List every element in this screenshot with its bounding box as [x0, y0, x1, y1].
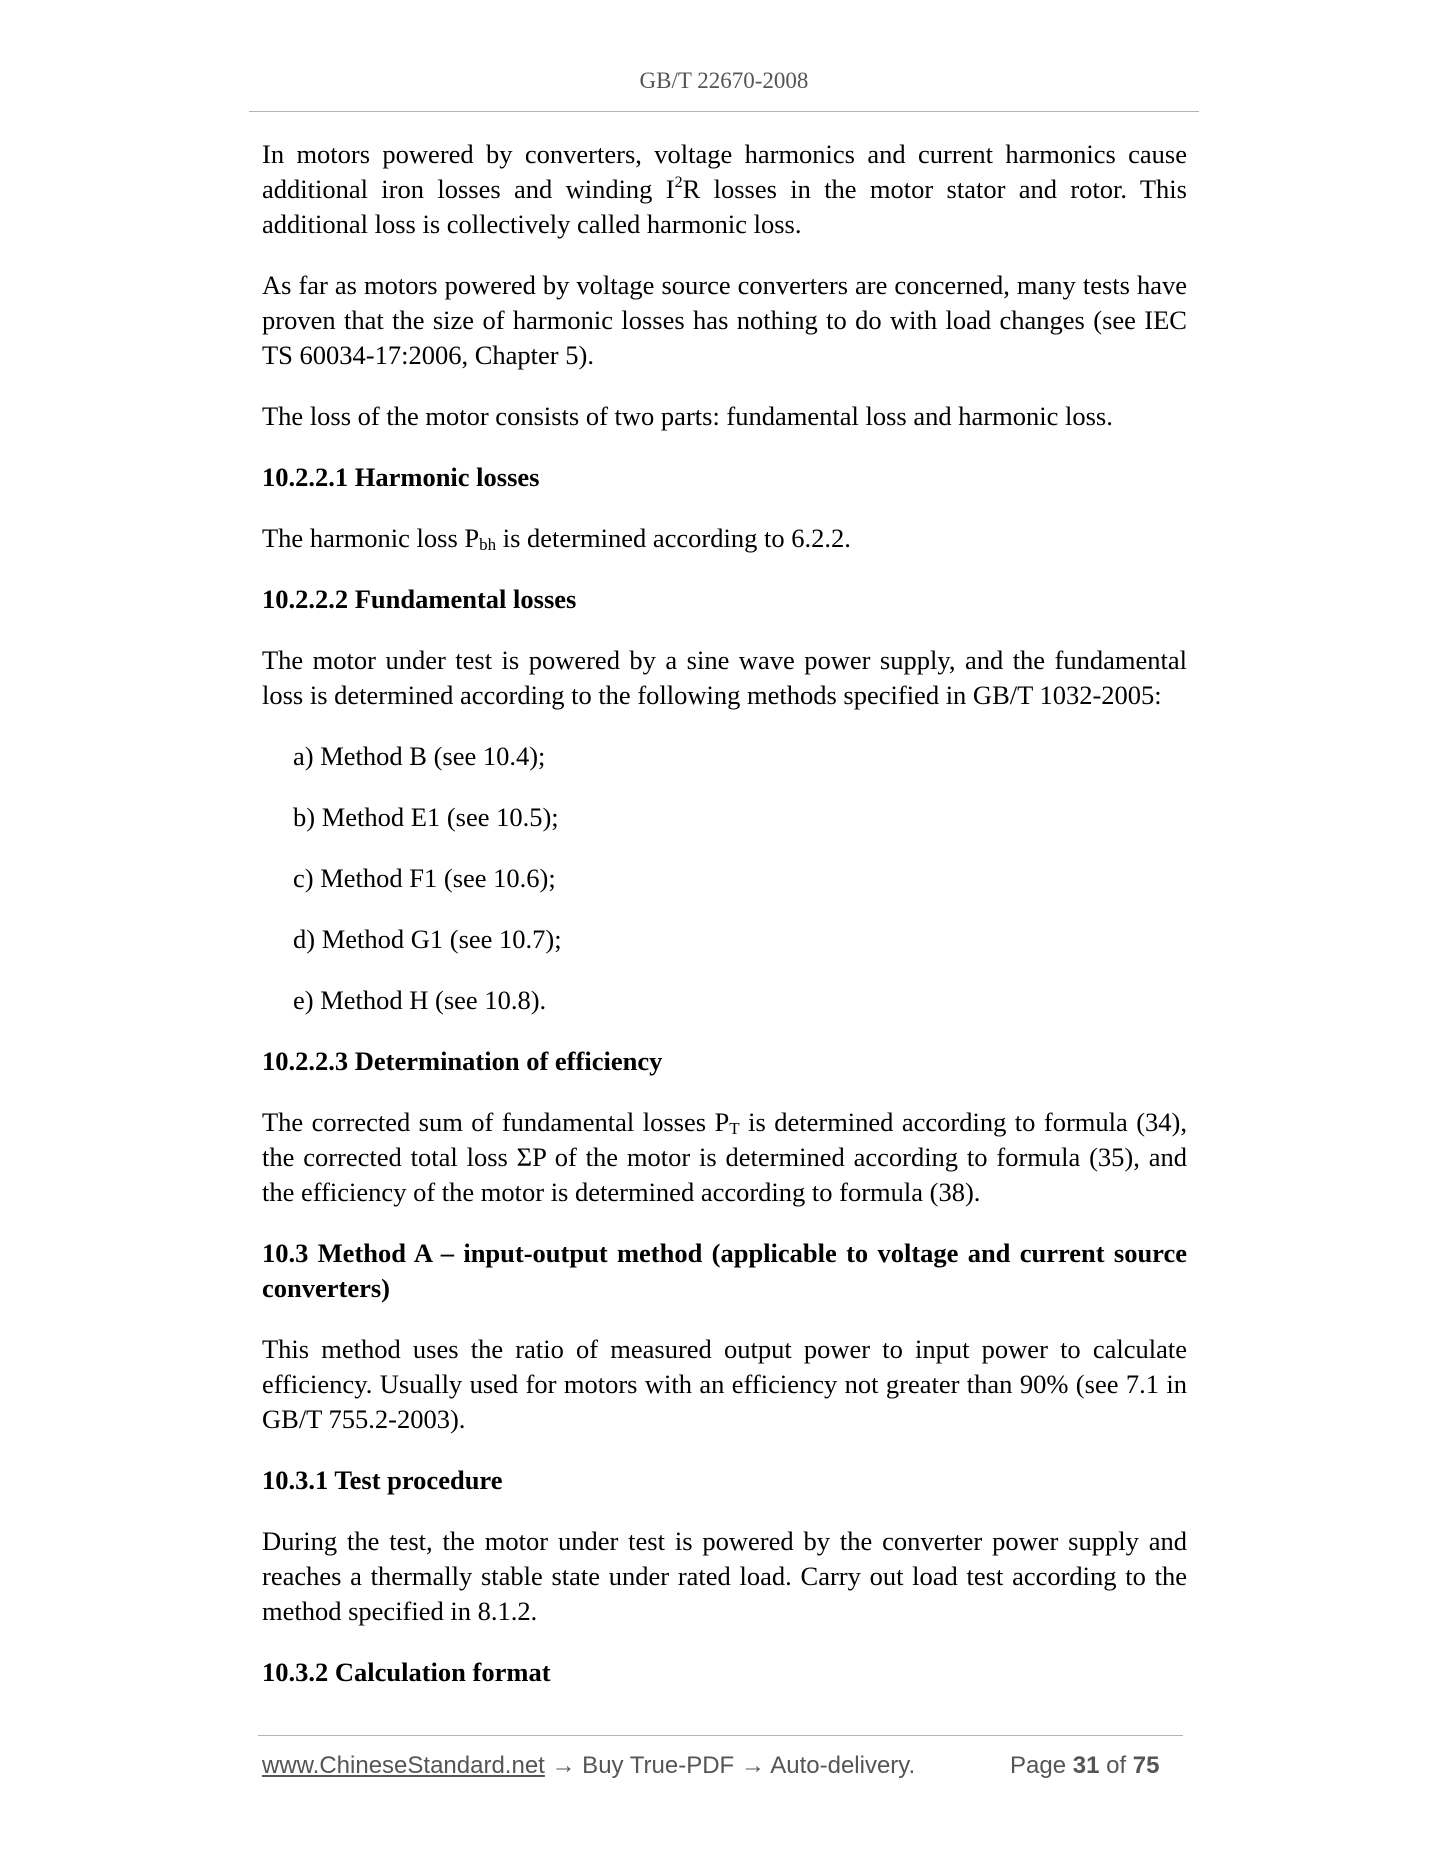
page-footer — [262, 1752, 1182, 1780]
heading-method-a: 10.3 Method A – input-output method (applicable to voltage and current source converters) — [262, 1238, 1187, 1303]
p1-text-a: In motors powered by converters, voltage harmonics and current harmonics cause additional iron losses and winding I — [262, 139, 1187, 204]
paragraph-harmonic-intro — [262, 137, 1187, 242]
paragraph-loss-parts: The loss of the motor consists of two parts: fundamental loss and harmonic loss. — [262, 401, 1113, 431]
p6-text-b: is determined according to formula (34), the corrected total loss ΣP of the motor is determined according to formula (35), and the efficiency of the motor is determined according to formula (38). — [262, 1107, 1187, 1207]
total-pages-number: 75 — [1132, 1752, 1160, 1779]
p1-superscript: 2 — [674, 174, 683, 191]
paragraph-method-a: This method uses the ratio of measured output power to input power to calculate efficiency. Usually used for motors with an efficiency not greater than 90% (see 7.1 in GB/T 755.2-2003). — [262, 1334, 1187, 1434]
method-list-item: b) Method E1 (see 10.5); — [293, 802, 559, 832]
p4-subscript: bh — [479, 535, 497, 554]
heading-test-procedure: 10.3.1 Test procedure — [262, 1465, 503, 1495]
page-indicator — [1010, 1752, 1160, 1780]
method-list-item: e) Method H (see 10.8). — [293, 985, 547, 1015]
p1-text-b: R losses in the motor stator and rotor. This additional loss is collectively called harmonic loss. — [262, 174, 1187, 239]
heading-calculation-format: 10.3.2 Calculation format — [262, 1657, 551, 1687]
of-label: of — [1106, 1752, 1127, 1779]
page-label: Page — [1010, 1752, 1067, 1779]
footer-divider — [258, 1735, 1183, 1736]
method-list-item: c) Method F1 (see 10.6); — [293, 863, 556, 893]
page-header-title: GB/T 22670-2008 — [639, 68, 809, 93]
heading-efficiency: 10.2.2.3 Determination of efficiency — [262, 1046, 663, 1076]
document-body — [262, 137, 1187, 1716]
p4-text-a: The harmonic loss P — [262, 523, 480, 553]
footer-delivery-text: → Buy True-PDF → Auto-delivery. — [544, 1752, 916, 1779]
website-link[interactable]: www.ChineseStandard.net — [262, 1752, 545, 1779]
paragraph-voltage-source: As far as motors powered by voltage source converters are concerned, many tests have proven that the size of harmonic losses has nothing to do with load changes (see IEC TS 60034-17:2006, Chapter 5). — [262, 270, 1187, 370]
heading-fundamental-losses: 10.2.2.2 Fundamental losses — [262, 584, 577, 614]
heading-harmonic-losses: 10.2.2.1 Harmonic losses — [262, 462, 540, 492]
current-page-number: 31 — [1072, 1752, 1100, 1779]
method-list-item: a) Method B (see 10.4); — [293, 741, 546, 771]
paragraph-corrected-sum — [262, 1105, 1187, 1210]
p6-text-a: The corrected sum of fundamental losses P — [262, 1107, 730, 1137]
paragraph-harmonic-loss-pbh — [262, 521, 1187, 556]
p4-text-b: is determined according to 6.2.2. — [496, 523, 851, 553]
method-list-item: d) Method G1 (see 10.7); — [293, 924, 562, 954]
paragraph-fundamental-loss: The motor under test is powered by a sine wave power supply, and the fundamental loss is determined according to the following methods specified in GB/T 1032-2005: — [262, 645, 1187, 710]
paragraph-test-procedure: During the test, the motor under test is powered by the converter power supply and reaches a thermally stable state under rated load. Carry out load test according to the method specified in 8.1.2. — [262, 1526, 1187, 1626]
p6-subscript: T — [729, 1119, 740, 1138]
header-divider — [249, 111, 1199, 112]
